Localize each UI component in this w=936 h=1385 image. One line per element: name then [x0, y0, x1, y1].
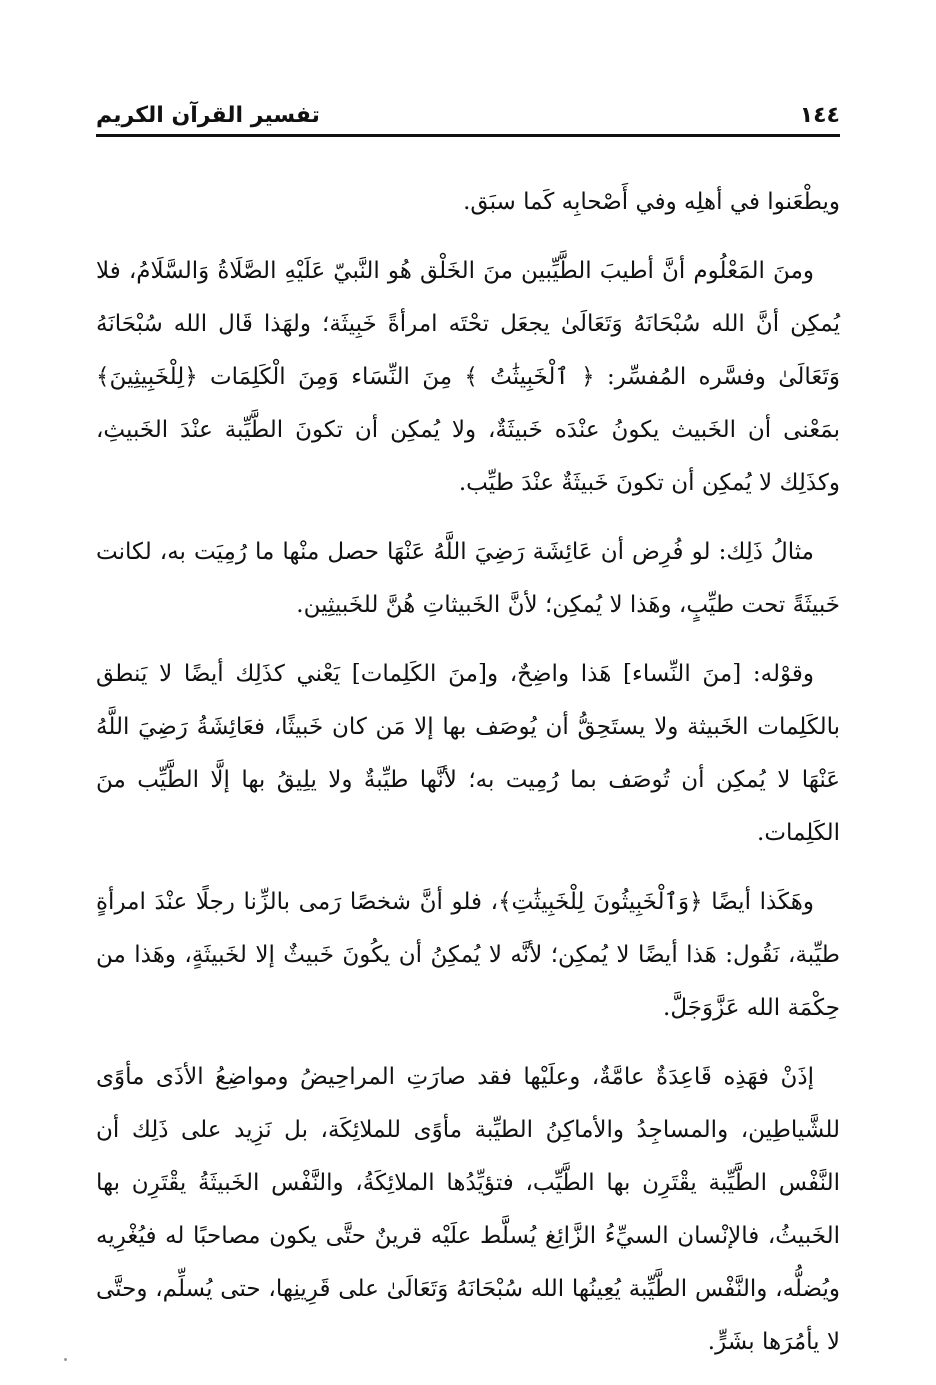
paragraph-3: مثالُ ذَلِك: لو فُرِض أن عَائِشَة رَضِيَ اللَّهُ عَنْهَا حصل منْها ما رُمِيَت به، لكانت خَبيثَةً تحت طيِّبٍ، وهَذا لا يُمكِن؛ لأنَّ الخَبيثاتِ هُنَّ للخَبيثِين.	[96, 539, 840, 618]
paragraph-1: ويطْعَنوا في أهلِه وفي أَصْحابِه كَما سبَق.	[463, 189, 840, 215]
paragraph-6: إذَنْ فهَذِه قَاعِدَةٌ عامَّةٌ، وعلَيْها فقد صارَتِ المراحِيضُ ومواضِعُ الأذَى مأوًى للشَّياطِين، والمساجِدُ والأماكِنُ الطيِّبة مأوًى للملائِكَة، بل نَزِيد على ذَلِك أن النَّفْس الطَّيِّبة يقْتَرِن بها الطَّيِّب، فتؤيِّدُها الملائِكَةُ، والنَّفْس الخَبيثَةُ يقْتَرِن بها الخَبيثُ، فالإنْسان السيِّءُ الزَّائِغ يُسلَّط علَيْه قرينٌ حتَّى يكون مصاحبًا له فيُغْرِيه ويُضلُّه، والنَّفْس الطَّيِّبة يُعِينُها الله سُبْحَانَهُ وَتَعَالَىٰ على قَرِينِها، حتى يُسلِّم، وحتَّى لا يأمُرَها بشَرٍّ.	[96, 1064, 840, 1355]
paragraph-5: وهَكَذا أيضًا ﴿وَٱلْخَبِيثُونَ لِلْخَبِيثَٰتِ﴾، فلو أنَّ شخصًا رَمى بالزِّنا رجلًا عنْدَ امرأةٍ طيِّبة، نَقُول: هَذا أيضًا لا يُمكِن؛ لأنَّه لا يُمكِنُ أن يكُونَ خَبيثٌ إلا لخَبيثَةٍ، وهَذا من حِكْمَة الله عَزَّوَجَلَّ.	[96, 889, 840, 1021]
book-title: تفسير القرآن الكريم	[96, 103, 320, 128]
header-divider	[96, 134, 840, 137]
page-number: ١٤٤	[799, 103, 840, 128]
page-body	[96, 176, 840, 1385]
running-header	[96, 96, 840, 130]
scan-speck	[64, 1358, 67, 1361]
paragraph-2: ومنَ المَعْلُوم أنَّ أطيبَ الطَّيِّبين منَ الخَلْق هُو النَّبيّ عَلَيْهِ الصَّلَاةُ وَالسَّلَامُ، فلا يُمكِن أنَّ الله سُبْحَانَهُ وَتَعَالَىٰ يجعَل تحْتَه امرأةً خَبِيثَة؛ ولهَذا قَال الله سُبْحَانَهُ وَتَعَالَىٰ وفسَّره المُفسِّر: ﴿ ٱلْخَبِيثَٰتُ ﴾ مِنَ النِّسَاء وَمِنَ الْكَلِمَات ﴿لِلْخَبِيثِينَ﴾ بمَعْنى أن الخَبيث يكونُ عنْدَه خَبيثَةٌ، ولا يُمكِن أن تكونَ الطَّيِّبة عنْدَ الخَبيثِ، وكذَلِك لا يُمكِن أن تكونَ خَبيثَةٌ عنْدَ طيِّب.	[96, 258, 840, 496]
paragraph-4: وقوْله: [منَ النِّساء] هَذا واضِحٌ، و[منَ الكَلِمات] يَعْني كذَلِك أيضًا لا يَنطق بالكَلِمات الخَبيثة ولا يستَحِقُّ أن يُوصَف بها إلا مَن كان خَبيثًا، فعَائِشَةُ رَضِيَ اللَّهُ عَنْهَا لا يُمكِن أن تُوصَف بما رُمِيت به؛ لأنَّها طيِّبةٌ ولا يلِيقُ بها إلَّا الطَّيِّب منَ الكَلِمات.	[96, 661, 840, 846]
